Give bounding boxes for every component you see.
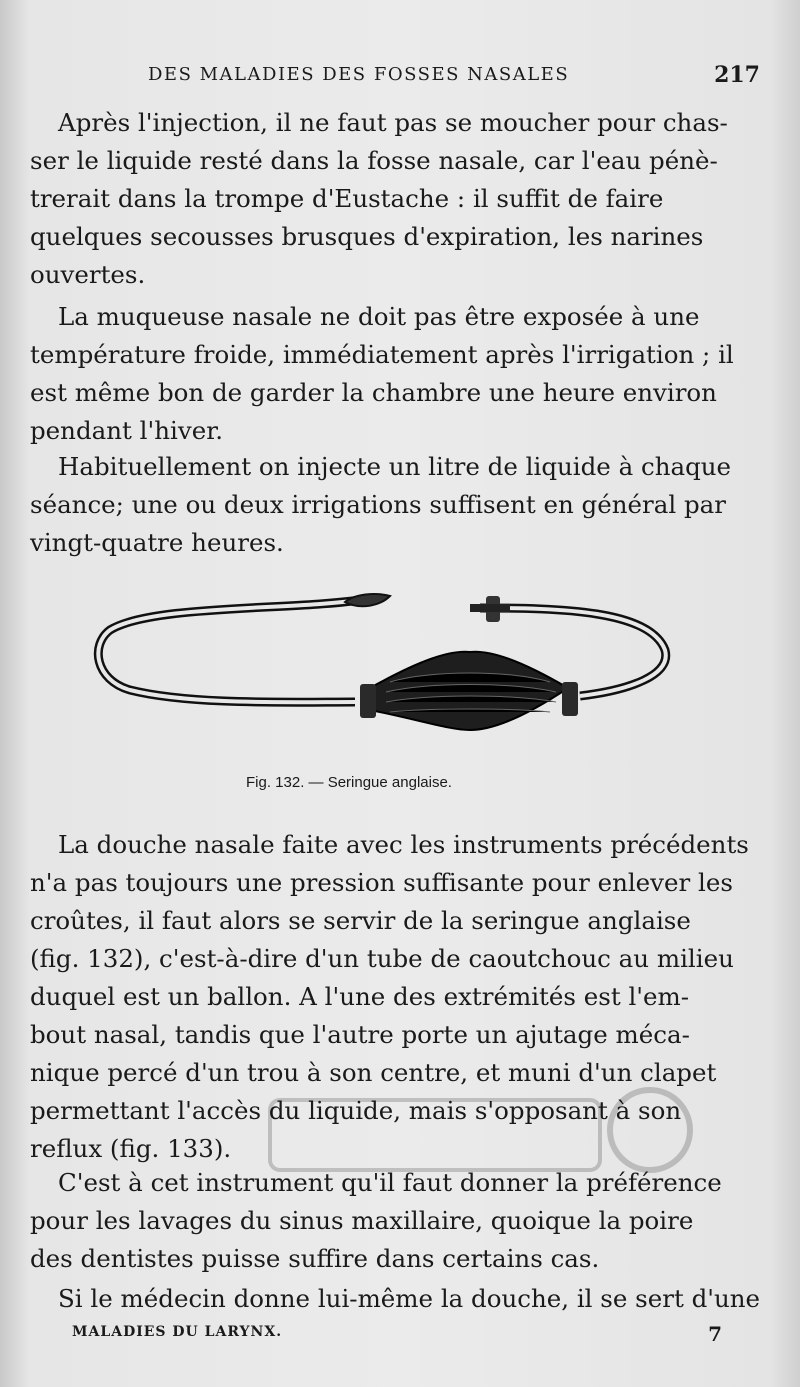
text-line: permettant l'accès du liquide, mais s'opposant à son	[30, 1096, 682, 1125]
paragraph-2	[30, 298, 752, 450]
seringue-anglaise-illustration	[90, 570, 680, 770]
footer-title: MALADIES DU LARYNX.	[72, 1324, 283, 1340]
paragraph-1	[30, 104, 752, 294]
text-line: La muqueuse nasale ne doit pas être exposée à une	[58, 302, 700, 331]
running-head	[148, 62, 768, 92]
paragraph-3	[30, 448, 752, 562]
text-line: Habituellement on injecte un litre de liquide à chaque	[58, 452, 732, 481]
text-line: Après l'injection, il ne faut pas se moucher pour chas-	[58, 108, 728, 137]
text-line: séance; une ou deux irrigations suffisent en général par	[30, 490, 726, 519]
text-line: reflux (fig. 133).	[30, 1134, 232, 1163]
text-line: pendant l'hiver.	[30, 416, 223, 445]
text-line: C'est à cet instrument qu'il faut donner la préférence	[58, 1168, 722, 1197]
text-line: nique percé d'un trou à son centre, et muni d'un clapet	[30, 1058, 717, 1087]
text-line: La douche nasale faite avec les instruments précédents	[58, 830, 749, 859]
figure-seringue-anglaise	[90, 570, 680, 770]
text-line: duquel est un ballon. A l'une des extrémités est l'em-	[30, 982, 690, 1011]
signature-mark: 7	[708, 1322, 722, 1346]
text-line: croûtes, il faut alors se servir de la seringue anglaise	[30, 906, 691, 935]
text-line: ouvertes.	[30, 260, 146, 289]
text-line: ser le liquide resté dans la fosse nasale, car l'eau pénè-	[30, 146, 718, 175]
paragraph-5	[30, 1164, 752, 1278]
text-line: pour les lavages du sinus maxillaire, quoique la poire	[30, 1206, 694, 1235]
text-line: n'a pas toujours une pression suffisante pour enlever les	[30, 868, 733, 897]
text-line: (fig. 132), c'est-à-dire d'un tube de caoutchouc au milieu	[30, 944, 734, 973]
text-line: Si le médecin donne lui-même la douche, il se sert d'une	[58, 1284, 761, 1313]
page-number: 217	[714, 62, 760, 88]
text-line: quelques secousses brusques d'expiration, les narines	[30, 222, 704, 251]
text-line: est même bon de garder la chambre une heure environ	[30, 378, 717, 407]
page-footer	[72, 1322, 722, 1346]
running-title: DES MALADIES DES FOSSES NASALES	[148, 64, 570, 85]
text-line: bout nasal, tandis que l'autre porte un ajutage méca-	[30, 1020, 690, 1049]
text-line: température froide, immédiatement après l'irrigation ; il	[30, 340, 734, 369]
paragraph-6	[30, 1280, 761, 1318]
text-line: des dentistes puisse suffire dans certains cas.	[30, 1244, 600, 1273]
text-line: vingt-quatre heures.	[30, 528, 284, 557]
text-line: trerait dans la trompe d'Eustache : il suffit de faire	[30, 184, 664, 213]
figure-caption: Fig. 132. — Seringue anglaise.	[246, 774, 452, 791]
